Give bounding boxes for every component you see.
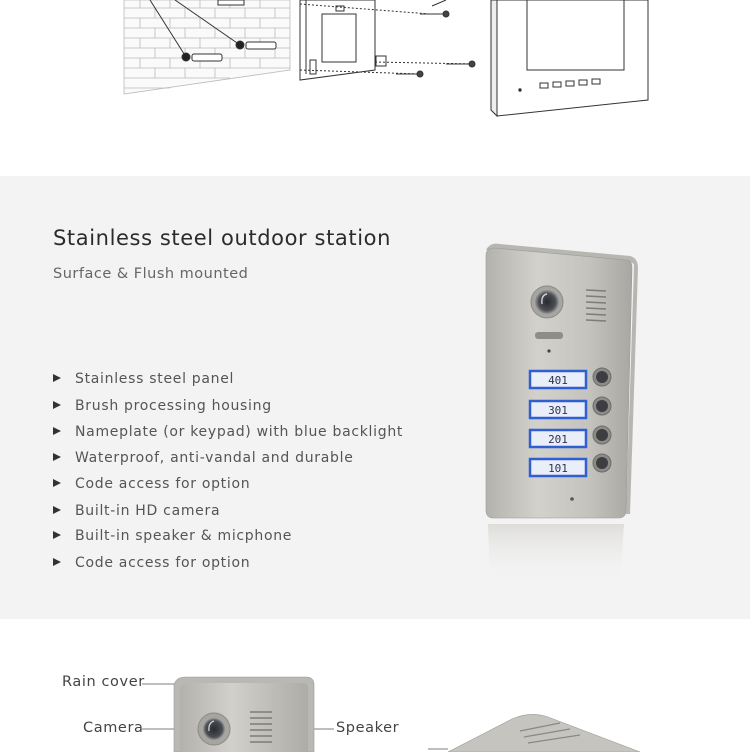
bullet-triangle-icon [53, 374, 61, 382]
installation-diagram [0, 0, 750, 176]
bullet-triangle-icon [53, 479, 61, 487]
product-section [0, 176, 750, 619]
callout-section [0, 619, 750, 752]
wall-mount-exploded-drawing [0, 0, 750, 176]
feature-item: Stainless steel panel [53, 371, 234, 391]
microphone-hole [547, 349, 550, 352]
nameplate-label: 401 [548, 374, 568, 387]
angled-station-drawing [428, 714, 640, 752]
feature-item: Code access for option [53, 555, 250, 575]
nameplate-label: 201 [548, 433, 568, 446]
section-title: Stainless steel outdoor station [53, 226, 392, 250]
call-button-row [530, 368, 611, 388]
callout-product-drawing [0, 619, 750, 752]
nameplate-label: 101 [548, 462, 568, 475]
feature-item: Brush processing housing [53, 398, 272, 418]
indicator-dot [570, 497, 574, 501]
feature-item: Nameplate (or keypad) with blue backlight [53, 424, 403, 444]
status-indicator [535, 332, 563, 339]
bullet-triangle-icon [53, 453, 61, 461]
feature-item: Code access for option [53, 476, 250, 496]
feature-item: Built-in speaker & micphone [53, 528, 292, 548]
camera-label: Camera [83, 720, 144, 736]
indoor-monitor [491, 0, 648, 116]
mounting-bracket [300, 0, 386, 80]
feature-item: Waterproof, anti-vandal and durable [53, 450, 354, 470]
camera-icon [531, 286, 563, 318]
bullet-triangle-icon [53, 506, 61, 514]
nameplate-label: 301 [548, 404, 568, 417]
rain-cover-label: Rain cover [62, 674, 145, 690]
call-button-row [530, 426, 611, 447]
feature-item: Built-in HD camera [53, 503, 220, 523]
call-button-row [530, 397, 611, 418]
bullet-triangle-icon [53, 427, 61, 435]
camera-icon [198, 713, 230, 745]
bullet-triangle-icon [53, 531, 61, 539]
bullet-triangle-icon [53, 401, 61, 409]
bullet-triangle-icon [53, 558, 61, 566]
outdoor-station-image [480, 242, 650, 582]
section-subtitle: Surface & Flush mounted [53, 266, 249, 282]
speaker-label: Speaker [336, 720, 400, 736]
